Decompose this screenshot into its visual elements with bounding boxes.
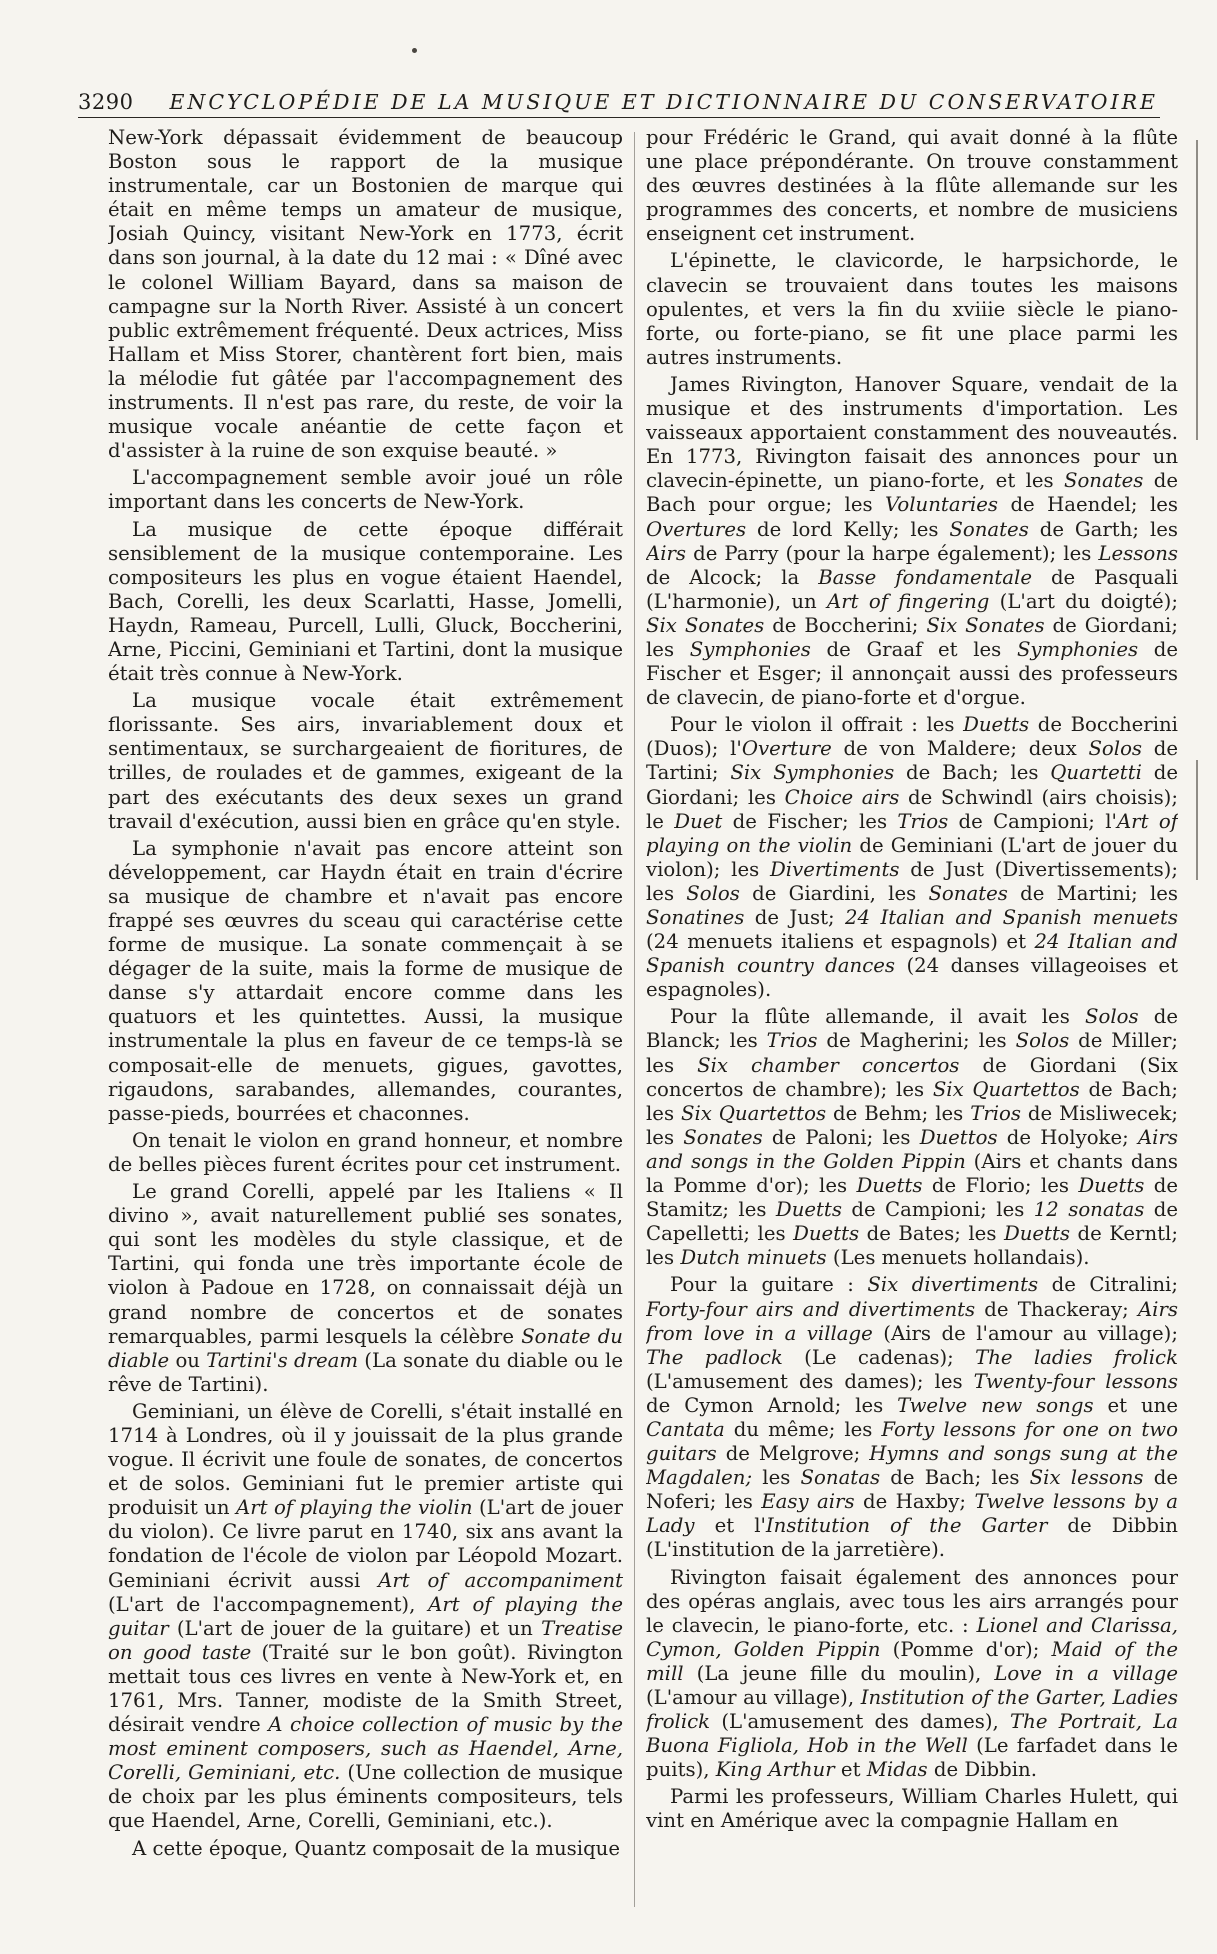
page-header [78,90,1158,114]
paragraph: Geminiani, un élève de Corelli, s'était installé en 1714 à Londres, où il y jouissait de la plus grande vogue. Il écrivit une foule de sonates, de concertos et de solos. Geminiani fut le premier artiste qui produisit un Art of playing the violin (L'art de jouer du violon). Ce livre parut en 1740, six ans avant la fondation de l'école de violon par Léopold Mozart. Geminiani écrivit aussi Art of accompaniment (L'art de l'accompagnement), Art of playing the guitar (L'art de jouer de la guitare) et un Treatise on good taste (Traité sur le bon goût). Rivington mettait tous ces livres en vente à New-York et, en 1761, Mrs. Tanner, modiste de la Smith Street, désirait vendre A choice collection of music by the most eminent composers, such as Haendel, Arne, Corelli, Geminiani, etc. (Une collection de musique de choix par les plus éminents compositeurs, tels que Haendel, Arne, Corelli, Geminiani, etc.). [108,1399,623,1833]
paragraph: Pour le violon il offrait : les Duetts de Boccherini (Duos); l'Overture de von Maldere; deux Solos de Tartini; Six Symphonies de Bach; les Quartetti de Giordani; les Choice airs de Schwindl (airs choisis); le Duet de Fischer; les Trios de Campioni; l'Art of playing on the violin de Geminiani (L'art de jouer du violon); les Divertiments de Just (Divertissements); les Solos de Giardini, les Sonates de Martini; les Sonatines de Just; 24 Italian and Spanish menuets (24 menuets italiens et espagnols) et 24 Italian and Spanish country dances (24 danses villageoises et espagnoles). [646,713,1178,1002]
paragraph: La musique vocale était extrêmement florissante. Ses airs, invariablement doux et sentimentaux, se surchargeaient de fioritures, de trilles, de roulades et de gammes, exigeant de la part des exécutants des deux sexes un grand travail d'exécution, aussi bien en grâce qu'en style. [108,689,623,833]
paragraph: New-York dépassait évidemment de beaucoup Boston sous le rapport de la musique instrumentale, car un Bostonien de marque qui était en même temps un amateur de musique, Josiah Quincy, visitant New-York en 1773, écrit dans son journal, à la date du 12 mai : « Dîné avec le colonel William Bayard, dans sa maison de campagne sur la North River. Assisté à un concert public extrêmement fréquenté. Deux actrices, Miss Hallam et Miss Storer, chantèrent fort bien, mais la mélodie fut gâtée par l'accompagnement des instruments. Il n'est pas rare, du reste, de voir la musique vocale anéantie de cette façon et d'assister à la ruine de son exquise beauté. » [108,126,623,463]
right-column [646,126,1178,1916]
header-rule [78,117,1160,118]
paragraph: pour Frédéric le Grand, qui avait donné à la flûte une place prépondérante. On trouve constamment des œuvres destinées à la flûte allemande sur les programmes des concerts, et nombre de musiciens enseignent cet instrument. [646,126,1178,246]
paragraph: L'accompagnement semble avoir joué un rôle important dans les concerts de New-York. [108,466,623,514]
paragraph: Parmi les professeurs, William Charles Hulett, qui vint en Amérique avec la compagnie Hallam en [646,1785,1178,1833]
paragraph: Pour la guitare : Six divertiments de Citralini; Forty-four airs and divertiments de Thackeray; Airs from love in a village (Airs de l'amour au village); The padlock (Le cadenas); The ladies frolick (L'amusement des dames); les Twenty-four lessons de Cymon Arnold; les Twelve new songs et une Cantata du même; les Forty lessons for one on two guitars de Melgrove; Hymns and songs sung at the Magdalen; les Sonatas de Bach; les Six lessons de Noferi; les Easy airs de Haxby; Twelve lessons by a Lady et l'Institution of the Garter de Dibbin (L'institution de la jarretière). [646,1273,1178,1562]
paragraph: James Rivington, Hanover Square, vendait de la musique et des instruments d'importation. Les vaisseaux apportaient constamment des nouveautés. En 1773, Rivington faisait des annonces pour un clavecin-épinette, un piano-forte, et les Sonates de Bach pour orgue; les Voluntaries de Haendel; les Overtures de lord Kelly; les Sonates de Garth; les Airs de Parry (pour la harpe également); les Lessons de Alcock; la Basse fondamentale de Pasquali (L'harmonie), un Art of fingering (L'art du doigté); Six Sonates de Boccherini; Six Sonates de Giordani; les Symphonies de Graaf et les Symphonies de Fischer et Esger; il annonçait aussi des professeurs de clavecin, de piano-forte et d'orgue. [646,372,1178,710]
left-column [108,126,623,1916]
page-number: 3290 [78,90,134,114]
print-speck [412,48,417,53]
paragraph: Pour la flûte allemande, il avait les Solos de Blanck; les Trios de Magherini; les Solos de Miller; les Six chamber concertos de Giordani (Six concertos de chambre); les Six Quartettos de Bach; les Six Quartettos de Behm; les Trios de Misliwecek; les Sonates de Paloni; les Duettos de Holyoke; Airs and songs in the Golden Pippin (Airs et chants dans la Pomme d'or); les Duetts de Florio; les Duetts de Stamitz; les Duetts de Campioni; les 12 sonatas de Capelletti; les Duetts de Bates; les Duetts de Kerntl; les Dutch minuets (Les menuets hollandais). [646,1005,1178,1270]
page-edge-mark [1196,140,1198,440]
paragraph: La musique de cette époque différait sensiblement de la musique contemporaine. Les compositeurs les plus en vogue étaient Haendel, Bach, Corelli, les deux Scarlatti, Hasse, Jomelli, Haydn, Rameau, Purcell, Lulli, Gluck, Boccherini, Arne, Piccini, Geminiani et Tartini, dont la musique était très connue à New-York. [108,517,623,686]
running-head: ENCYCLOPÉDIE DE LA MUSIQUE ET DICTIONNAIRE DU CONSERVATOIRE [169,90,1158,114]
column-divider [634,132,635,1907]
paragraph: On tenait le violon en grand honneur, et nombre de belles pièces furent écrites pour cet instrument. [108,1128,623,1176]
page-edge-mark [1196,760,1198,880]
paragraph: L'épinette, le clavicorde, le harpsichorde, le clavecin se trouvaient dans toutes les maisons opulentes, et vers la fin du xviiie siècle le piano-forte, ou forte-piano, se fit une place parmi les autres instruments. [646,249,1178,369]
paragraph: La symphonie n'avait pas encore atteint son développement, car Haydn était en train d'écrire sa musique de chambre et n'avait pas encore frappé ses œuvres du sceau qui caractérise cette forme de musique. La sonate commençait à se dégager de la suite, mais la forme de musique de danse s'y attardait encore comme dans les quatuors et les quintettes. Aussi, la musique instrumentale la plus en faveur de ce temps-là se composait-elle de menuets, gigues, gavottes, rigaudons, sarabandes, allemandes, courantes, passe-pieds, bourrées et chaconnes. [108,836,623,1125]
paragraph: A cette époque, Quantz composait de la musique [132,1836,621,1860]
paragraph: Rivington faisait également des annonces pour des opéras anglais, avec tous les airs arrangés pour le clavecin, le piano-forte, etc. : Lionel and Clarissa, Cymon, Golden Pippin (Pomme d'or); Maid of the mill (La jeune fille du moulin), Love in a village (L'amour au village), Institution of the Garter, Ladies frolick (L'amusement des dames), The Portrait, La Buona Figliola, Hob in the Well (Le farfadet dans le puits), King Arthur et Midas de Dibbin. [646,1565,1178,1782]
paragraph: Le grand Corelli, appelé par les Italiens « Il divino », avait naturellement publié ses sonates, qui sont les modèles du style classique, et de Tartini, qui fonda une très importante école de violon à Padoue en 1728, on connaissait déjà un grand nombre de concertos et de sonates remarquables, parmi lesquels la célèbre Sonate du diable ou Tartini's dream (La sonate du diable ou le rêve de Tartini). [108,1180,623,1396]
